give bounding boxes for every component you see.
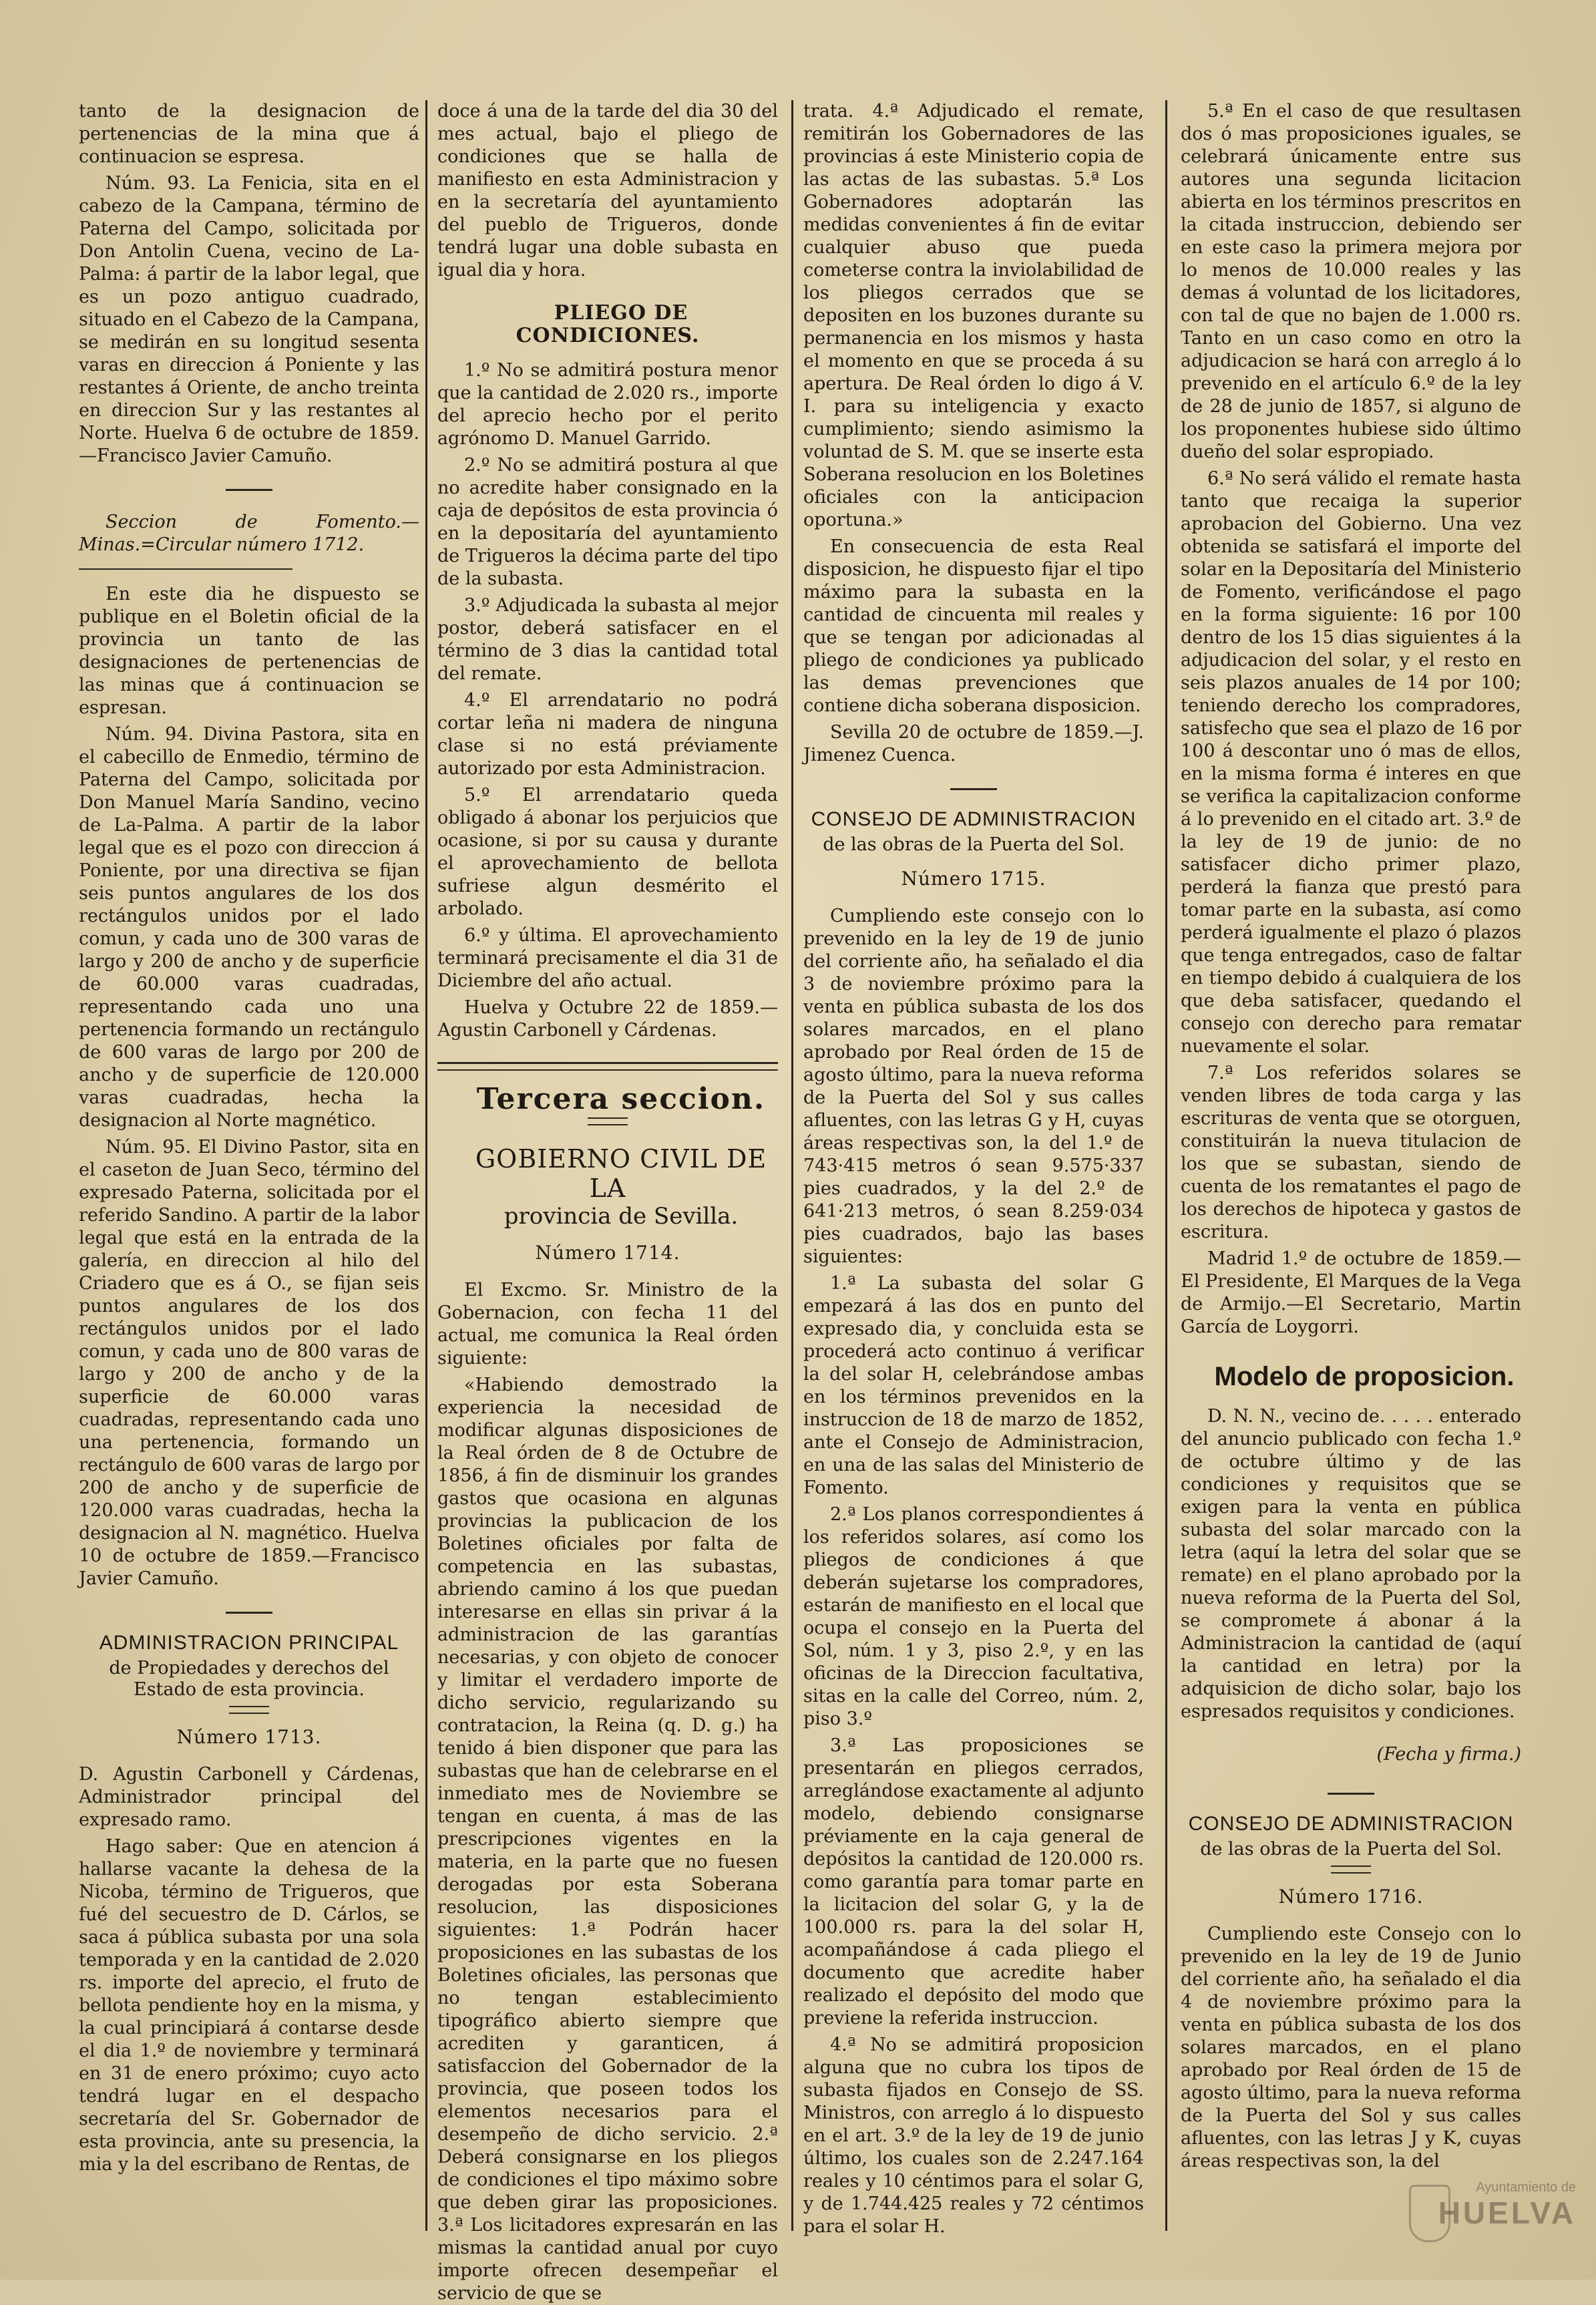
heading: CONSEJO DE ADMINISTRACION: [811, 808, 1137, 830]
paragraph: D. Agustin Carbonell y Cárdenas, Administrador principal del expresado ramo.: [79, 1764, 419, 1830]
paragraph: 3.º Adjudicada la subasta al mejor postor, deberá satisfacer en el término de 3 dias la cantidad total del remate.: [437, 595, 778, 684]
paragraph: 6.ª No será válido el remate hasta tanto que recaiga la superior aprobacion del Gobierno. Una vez obtenida se satisfará el importe del solar en la Depositaría del Ministerio de Fomento, verificándose el pago en la forma siguiente: 16 por 100 dentro de los 15 dias siguientes á la adjudicacion del solar, y el resto en seis plazos anuales de 14 por 100; teniendo derecho los compradores, satisfecho que sea el plazo de 16 por 100 á descontar uno ó mas de ellos, en la misma forma é interes en que se verifica la capitalizacion conforme á lo prevenido en el citado art. 3.º de la ley de 19 de junio: de no satisfacer dicho primer plazo, perderá la fianza que prestó para tomar parte en la subasta, así como perderá igualmente el plazo ó plazos que tenga entregados, caso de faltar en tiempo debido á cualquiera de los que deba satisfacer, quedando el consejo con derecho para rematar nuevamente el solar.: [1181, 468, 1521, 1057]
separator: [437, 1062, 778, 1071]
paragraph: 4.º El arrendatario no podrá cortar leña ni madera de ninguna clase si no está préviamente autorizado por esta Administracion.: [437, 690, 778, 779]
paragraph: D. N. N., vecino de. . . . . enterado del anuncio publicado con fecha 1.º de octubre último y de las condiciones y requisitos que se exigen para la venta en pública subasta del solar marcado con la letra (aquí la letra del solar que se remate) en el plano aprobado por la nueva reforma de la Puerta del Sol, se compromete á abonar á la Administracion la cantidad de (aquí la cantidad en letra) por la adquisicion de dicho solar, bajo los espresados requisitos y condiciones.: [1181, 1406, 1521, 1722]
paragraph: 2.º No se admitirá postura al que no acredite haber consignado en la caja de depósitos de esta provincia ó en la depositaría del ayuntamiento de Trigueros la décima parte del tipo de la subasta.: [437, 455, 778, 589]
date-signature-note: (Fecha y firma.): [1376, 1744, 1521, 1765]
notice-number: Número 1716.: [1278, 1886, 1424, 1908]
paragraph: tanto de la designacion de pertenencias de la mina que á continuacion se espresa.: [79, 101, 419, 167]
paragraph: trata. 4.ª Adjudicado el remate, remitirán los Gobernadores de las provincias á este Ministerio copia de las actas de las subastas. 5.ª Los Gobernadores adoptarán las medidas convenientes á fin de evitar cualquier abuso que pueda cometerse contra la inviolabilidad de los pliegos cerrados que se depositen en los buzones durante su permanencia en los mismos y hasta el momento en que se proceda á su apertura. De Real órden lo digo á V. I. para su inteligencia y exacto cumplimiento; siendo asimismo la voluntad de S. M. que se inserte esta Soberana resolucion en los Boletines oficiales con la anticipacion oportuna.»: [803, 101, 1144, 530]
paragraph: El Excmo. Sr. Ministro de la Gobernacion, con fecha 11 del actual, me comunica la Real órden siguiente:: [437, 1280, 778, 1369]
signature: Huelva y Octubre 22 de 1859.—Agustin Carbonell y Cárdenas.: [437, 997, 778, 1041]
paragraph: 2.ª Los planos correspondientes á los referidos solares, así como los pliegos de condiciones á que deberán sujetarse los compradores, estarán de manifiesto en el local que ocupa el consejo en la Puerta del Sol, núm. 1 y 3, piso 2.º, y en las oficinas de la Direccion facultativa, sitas en la calle del Correo, núm. 2, piso 3.º: [803, 1504, 1144, 1729]
notice-number: Número 1714.: [535, 1242, 680, 1264]
separator: [1331, 1866, 1371, 1874]
column-1: [79, 100, 419, 2218]
notice-number: Número 1713.: [176, 1726, 322, 1748]
separator: [79, 568, 292, 570]
paragraph: «Habiendo demostrado la experiencia la necesidad de modificar algunas disposiciones de la Real órden de 8 de Octubre de 1856, á fin de disminuir los grandes gastos que ocasiona en algunas provincias la publicacion de los Boletines oficiales por falta de competencia en las subastas, abriendo camino á los que puedan interesarse en ellas sin privar á la administracion de las garantías necesarias, y con objeto de conocer y limitar el verdadero importe de dicho servicio, regularizando su contratacion, la Reina (q. D. g.) ha tenido á bien disponer que para las subastas que han de celebrarse en el inmediato mes de Noviembre se tengan en cuenta, á mas de las prescripciones vigentes en la materia, en la parte que no fuesen derogadas por esta Soberana resolucion, las disposiciones siguientes: 1.ª Podrán hacer proposiciones en las subastas de los Boletines oficiales, las personas que no tengan establecimiento tipográfico abierto siempre que acrediten y garanticen, á satisfaccion del Gobernador de la provincia, que poseen todos los elementos necesarios para el desempeño de dicho servicio. 2.ª Deberá consignarse en los pliegos de condiciones el tipo máximo sobre que deben girar las proposiciones. 3.ª Los licitadores expresarán en las mismas la cantidad anual por cuyo importe ofrecen desempeñar el servicio de que se: [437, 1375, 778, 2304]
paragraph: 5.º El arrendatario queda obligado á abonar los perjuicios que ocasione, si por su causa y durante el aprovechamiento de bellota sufriese algun desmérito el arbolado.: [437, 785, 778, 919]
paragraph: 7.ª Los referidos solares se venden libres de toda carga y las escrituras de venta que se otorguen, constituirán la nueva titulacion de los que se subastan, siendo de cuenta de los rematantes el pago de los derechos de hipoteca y gastos de escritura.: [1181, 1063, 1521, 1242]
heading: GOBIERNO CIVIL DE LA: [475, 1144, 767, 1203]
subheading: provincia de Sevilla.: [504, 1203, 739, 1230]
paragraph: 1.ª La subasta del solar G empezará á las dos en punto del expresado dia, y concluida esta se procederá acto continuo á verificar la del solar H, celebrándose ambas en los términos prevenidos en la instruccion de 18 de marzo de 1852, ante el Consejo de Administracion, en una de las salas del Ministerio de Fomento.: [803, 1273, 1144, 1498]
paragraph: En consecuencia de esta Real disposicion, he dispuesto fijar el tipo máximo para la subasta en la cantidad de cincuenta mil reales y que se tengan por adicionadas al pliego de condiciones ya publicado las demas prevenciones que contiene dicha soberana disposicion.: [803, 536, 1144, 716]
paragraph: doce á una de la tarde del dia 30 del mes actual, bajo el pliego de condiciones que se halla de manifiesto en esta Administracion y en la secretaría del ayuntamiento del pueblo de Trigueros, donde tendrá lugar una doble subasta en igual dia y hora.: [437, 101, 778, 281]
section-title: Tercera seccion.: [476, 1082, 766, 1116]
paragraph: Hago saber: Que en atencion á hallarse vacante la dehesa de la Nicoba, término de Trigueros, que fué del secuestro de D. Cárlos, se saca á pública subasta por una sola temporada y en la cantidad de 2.020 rs. importe del aprecio, el fruto de bellota pendiente hoy en la misma, y la cual principiará á contarse desde el dia 1.º de noviembre y terminará en 31 de enero próximo; cuyo acto tendrá lugar en el despacho secretaría del Sr. Gobernador de esta provincia, ante su presencia, la mia y la del escribano de Rentas, de: [79, 1836, 419, 2175]
column-rule: [425, 100, 427, 2231]
heading: ADMINISTRACION PRINCIPAL: [99, 1632, 399, 1654]
separator: [1328, 1793, 1374, 1795]
subheading: de Propiedades y derechos del Estado de esta provincia.: [109, 1658, 389, 1700]
paragraph: 3.ª Las proposiciones se presentarán en pliegos cerrados, arreglándose exactamente al adjunto modelo, debiendo consignarse préviamente en la caja general de depósitos la cantidad de 120.000 rs. como garantía para tomar parte en la licitacion del solar G, y la de 100.000 rs. para la del solar H, acompañándose á cada pliego el documento que acredite haber realizado el depósito del modo que previene la referida instruccion.: [803, 1735, 1144, 2028]
watermark-name: HUELVA: [1438, 2195, 1576, 2230]
paragraph: Núm. 94. Divina Pastora, sita en el cabecillo de Enmedio, término de Paterna del Campo, solicitada por Don Manuel María Sandino, vecino de La-Palma. A partir de la labor legal que es el pozo con direccion á Poniente, por una directiva se fijan seis puntos angulares de los dos rectángulos unidos por el lado comun, y cada uno de 300 varas de largo y 200 de ancho y de superficie de 60.000 varas cuadradas, representando cada uno una pertenencia formando un rectángulo de 600 varas de largo por 200 de ancho y de superficie de 120.000 varas cuadradas, hecha la designacion al Norte magnético.: [79, 724, 419, 1131]
column-2: [437, 100, 778, 2304]
paragraph: 1.º No se admitirá postura menor que la cantidad de 2.020 rs., importe del aprecio hecho por el perito agrónomo D. Manuel Garrido.: [437, 360, 778, 449]
archive-watermark: [1409, 2179, 1576, 2253]
separator: [226, 489, 272, 491]
paragraph: Cumpliendo este Consejo con lo prevenido en la ley de 19 de Junio del corriente año, ha señalado el dia 4 de noviembre próximo para la venta en pública subasta de los dos solares marcados, en el plano aprobado por Real órden de 15 de agosto último, para la nueva reforma de la Puerta del Sol y sus calles afluentes, con las letras J y K, cuyas áreas respectivas son, la del: [1181, 1924, 1521, 2171]
separator: [950, 788, 997, 790]
column-3: [803, 100, 1144, 2237]
column-rule: [791, 100, 793, 2231]
separator: [588, 1117, 628, 1125]
paragraph: En este dia he dispuesto se publique en el Boletin oficial de la provincia un tanto de las designaciones de pertenencias de las minas que á continuacion se espresan.: [79, 584, 419, 718]
heading: PLIEGO DE CONDICIONES.: [516, 301, 700, 347]
paragraph: 6.º y última. El aprovechamiento terminará precisamente el dia 31 de Diciembre del año actual.: [437, 925, 778, 991]
heading: CONSEJO DE ADMINISTRACION: [1188, 1813, 1514, 1835]
section-heading: Seccion de Fomento.—Minas.=Circular número 1712.: [79, 512, 419, 555]
notice-number: Número 1715.: [901, 868, 1046, 890]
subheading: de las obras de la Puerta del Sol.: [1200, 1839, 1502, 1859]
watermark-line: Ayuntamiento de: [1476, 2180, 1576, 2195]
signature: Madrid 1.º de octubre de 1859.—El Presidente, El Marques de la Vega de Armijo.—El Secretario, Martin García de Loygorri.: [1181, 1248, 1521, 1337]
column-rule: [1165, 100, 1167, 2231]
signature: Sevilla 20 de octubre de 1859.—J. Jimenez Cuenca.: [803, 722, 1144, 765]
separator: [229, 1706, 269, 1714]
paragraph: Núm. 95. El Divino Pastor, sita en el caseton de Juan Seco, término del expresado Paterna, solicitada por el referido Sandino. A partir de la labor legal que está en la entrada de la galería, en direccion al hilo del Criadero que es á O., se fijan seis puntos angulares de los dos rectángulos unidos por el lado comun, y cada uno de 800 varas de largo y 200 de ancho y de la superficie de 60.000 varas cuadradas, representando cada uno una pertenencia, formando un rectángulo de 600 varas de largo por 200 de ancho y de superficie de 120.000 varas cuadradas, hecha la designacion al N. magnético. Huelva 10 de octubre de 1859.—Francisco Javier Camuño.: [79, 1137, 419, 1589]
paragraph: Núm. 93. La Fenicia, sita en el cabezo de la Campana, término de Paterna del Campo, solicitada por Don Antolin Cuena, vecino de La-Palma: á partir de la labor legal, que es un pozo antiguo cuadrado, situado en el Cabezo de la Campana, se medirán en su longitud sesenta varas en direccion á Poniente y las restantes á Oriente, de ancho treinta en direccion Sur y las restantes al Norte. Huelva 6 de octubre de 1859.—Francisco Javier Camuño.: [79, 173, 419, 466]
subheading: de las obras de la Puerta del Sol.: [823, 834, 1125, 855]
paragraph: 4.ª No se admitirá proposicion alguna que no cubra los tipos de subasta fijados en Consejo de SS. Ministros, con arreglo á lo dispuesto en el art. 3.º de la ley de 19 de junio último, los cuales son de 2.247.164 reales y 10 céntimos para el solar G, y de 1.744.425 reales y 72 céntimos para el solar H.: [803, 2034, 1144, 2237]
separator: [226, 1612, 272, 1614]
paragraph: 5.ª En el caso de que resultasen dos ó mas proposiciones iguales, se celebrará únicamente entre sus autores una segunda licitacion abierta en los términos prescritos en la citada instruccion, debiendo ser en este caso la primera mejora por lo menos de 10.000 reales y las demas á voluntad de los licitadores, con tal de que no bajen de 1.000 rs. Tanto en un caso como en otro la adjudicacion se hará con arreglo á lo prevenido en el artículo 6.º de la ley de 28 de junio de 1857, si alguno de los proponentes hubiese sido último dueño del solar espropiado.: [1181, 101, 1521, 462]
crest-icon: [1409, 2185, 1450, 2242]
column-4: [1181, 100, 1521, 2218]
paragraph: Cumpliendo este consejo con lo prevenido en la ley de 19 de junio del corriente año, ha señalado el dia 3 de noviembre próximo para la venta en pública subasta de los dos solares marcados, en el plano aprobado por Real órden de 15 de agosto último, para la nueva reforma de la Puerta del Sol y sus calles afluentes, con las letras G y H, cuyas áreas respectivas son, la del 1.º de 743·415 metros ó sean 9.575·337 pies cuadrados, y la del 2.º de 641·213 metros, ó sean 8.259·034 pies cuadrados, bajo las bases siguientes:: [803, 906, 1144, 1267]
heading: Modelo de proposicion.: [1214, 1362, 1515, 1391]
